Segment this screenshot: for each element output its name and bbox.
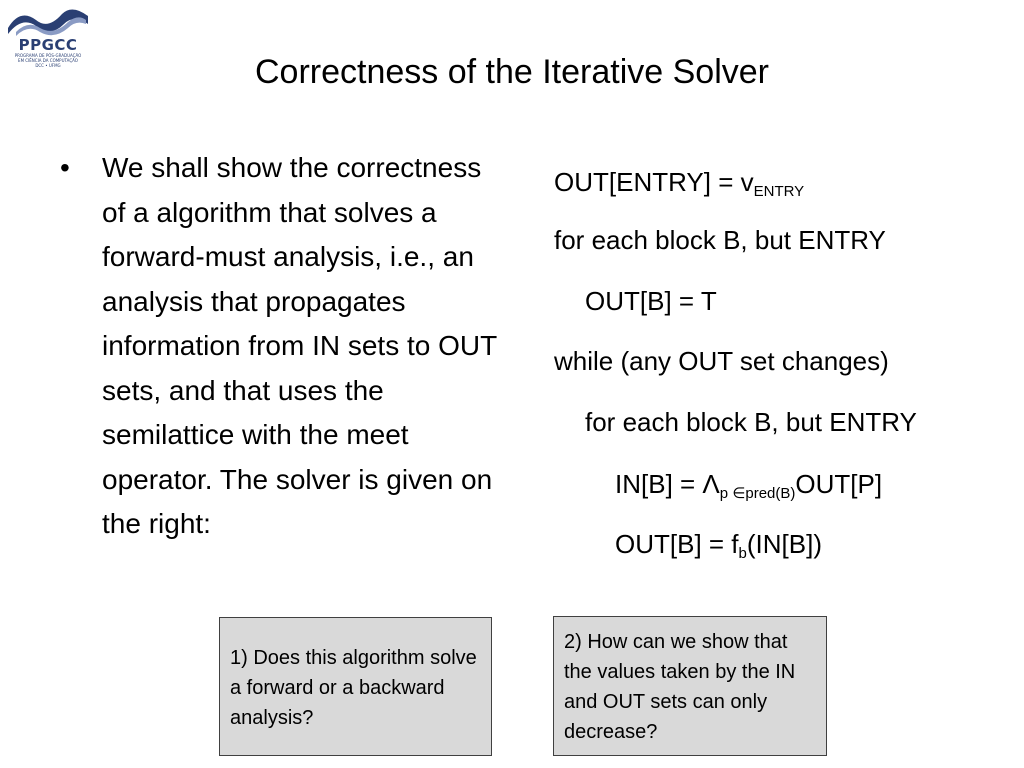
bullet-dot: • [60, 152, 70, 183]
code-text: (IN[B]) [746, 529, 822, 559]
bullet-text: We shall show the correctness of a algorithm that solves a forward-must analysis, i.e., an analysis that propagates information from IN sets to OUT sets, and that uses the semilattice with the meet operator. The solver is given on the right: [102, 152, 497, 539]
code-text: OUT[P] [795, 469, 883, 499]
code-line-1 [554, 166, 804, 198]
code-subscript: p ∈pred(B) [719, 485, 796, 502]
logo-wave-icon [6, 6, 90, 38]
code-line-2: for each block B, but ENTRY [554, 225, 886, 255]
code-subscript: b [738, 545, 747, 562]
logo-subtitle-line: DCC • UFMG [35, 63, 61, 68]
code-line-6 [615, 468, 882, 500]
logo-name: PPGCC [18, 36, 78, 54]
code-text: OUT[ENTRY] = v [554, 167, 754, 197]
code-line-5: for each block B, but ENTRY [585, 407, 917, 437]
code-text: OUT[B] = f [615, 529, 739, 559]
question-box-1: 1) Does this algorithm solve a forward or a backward analysis? [219, 617, 492, 756]
code-line-3: OUT[B] = T [585, 286, 717, 316]
code-subscript: ENTRY [753, 183, 805, 200]
logo-subtitle-line: PROGRAMA DE PÓS-GRADUAÇÃO [14, 53, 82, 58]
code-line-7 [615, 528, 822, 560]
code-text: IN[B] = Λ [615, 469, 720, 499]
logo-subtitle-line: EM CIÊNCIA DA COMPUTAÇÃO [18, 58, 78, 63]
question-box-2: 2) How can we show that the values taken by the IN and OUT sets can only decrease? [553, 616, 827, 756]
slide-title: Correctness of the Iterative Solver [254, 53, 769, 91]
code-line-4: while (any OUT set changes) [554, 346, 889, 376]
